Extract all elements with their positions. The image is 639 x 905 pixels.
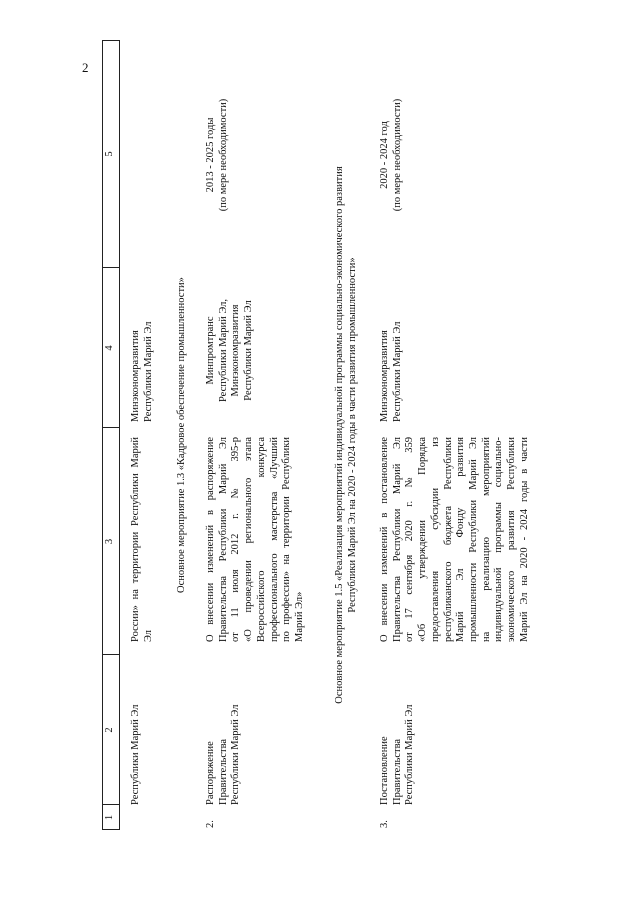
document-table (102, 40, 621, 830)
row-3-col4 (379, 272, 404, 422)
cell-line: Постановление (379, 736, 390, 805)
cell-line: О внесении изменений в распоряжение (205, 437, 216, 642)
cell-line: республиканского бюджета Республики (442, 437, 454, 642)
column-header: 5 (104, 151, 115, 157)
cell-line: 2013 - 2025 годы (205, 117, 216, 193)
cell-line: (по мере необходимости) (391, 98, 403, 212)
cell-line: «Об утверждении Порядка (417, 437, 429, 642)
row-3-col3 (379, 437, 531, 642)
continuation-col3-text: России» на территории Республики Марий Эл (130, 437, 154, 642)
section-line: Республики Марий Эл на 2020 - 2024 годы в части развития промышленности» (346, 257, 358, 613)
cell-line: по профессии» на территории Республики (281, 437, 293, 642)
cell-line: Марий Эл на 2020 - 2024 годы в части (518, 437, 530, 642)
row-3-col2 (379, 655, 417, 805)
cell-line: профессионального мастерства «Лучший (268, 437, 280, 642)
cell-line: О внесении изменений в постановление (379, 437, 390, 642)
cell-line: предоставления субсидии из (429, 437, 441, 642)
cell-line: Марий Эл Фонду развития (455, 437, 467, 642)
cell-line: промышленности Республики Марий Эл (467, 437, 479, 642)
row-3-col5 (379, 80, 404, 230)
continuation-col2: Республики Марий Эл (130, 704, 141, 805)
cell-line: Марий Эл» (293, 591, 305, 642)
cell-line: индивидуальной программы социально- (493, 437, 505, 642)
section-heading: Основное мероприятие 1.3 «Кадровое обеспечение промышленности» (176, 277, 187, 593)
row-2-col2 (205, 655, 243, 805)
cell-line: Правительства Республики Марий Эл (391, 437, 403, 642)
cell-line: от 17 сентября 2020 г. № 359 (404, 437, 416, 642)
section-heading (334, 40, 359, 830)
row-2-col5 (205, 80, 230, 230)
column-header: 1 (104, 814, 115, 821)
section-line: Основное мероприятие 1.5 «Реализация мероприятий индивидуальной программы социально-экономического развития (334, 166, 345, 704)
cell-line: Республики Марий Эл (142, 321, 154, 422)
column-header: 3 (104, 538, 115, 545)
row-number: 2. (205, 820, 216, 828)
cell-line: «О проведении регионального этапа (243, 437, 255, 642)
cell-line: Правительства Республики Марий Эл (217, 437, 229, 642)
cell-line: на реализацию мероприятий (480, 437, 492, 642)
cell-line: Минэкономразвития (230, 304, 242, 397)
cell-line: 2020 - 2024 год (379, 121, 390, 189)
cell-line: Республики Марий Эл, (217, 298, 229, 403)
row-2-col4 (205, 273, 256, 428)
cell-line: Республики Марий Эл (404, 704, 416, 805)
column-header: 4 (104, 345, 115, 351)
continuation-col3 (130, 437, 155, 642)
table-top-border (102, 40, 103, 830)
cell-line: Республики Марий Эл (391, 321, 403, 422)
cell-line: Республики Марий Эл (230, 704, 242, 805)
cell-line: от 11 июля 2012 г. № 395-р (230, 437, 242, 642)
cell-line: Республики Марий Эл (243, 300, 255, 401)
column-header: 2 (104, 727, 115, 733)
row-2-col3 (205, 437, 307, 642)
cell-line: Распоряжение (205, 741, 216, 805)
cell-line: (по мере необходимости) (217, 98, 229, 212)
cell-line: Минэкономразвития (379, 330, 390, 422)
cell-line: Всероссийского конкурса (255, 437, 267, 642)
continuation-col4 (130, 272, 155, 422)
cell-line: Правительства (217, 738, 229, 805)
header-bottom-border (119, 40, 120, 830)
cell-line: Минэкономразвития (130, 330, 141, 422)
cell-line: Правительства (391, 738, 403, 805)
page-number: 2 (82, 60, 89, 75)
cell-line: экономического развития Республики (506, 437, 518, 642)
row-number: 3. (379, 820, 390, 828)
cell-line: Минпромтранс (205, 316, 216, 385)
